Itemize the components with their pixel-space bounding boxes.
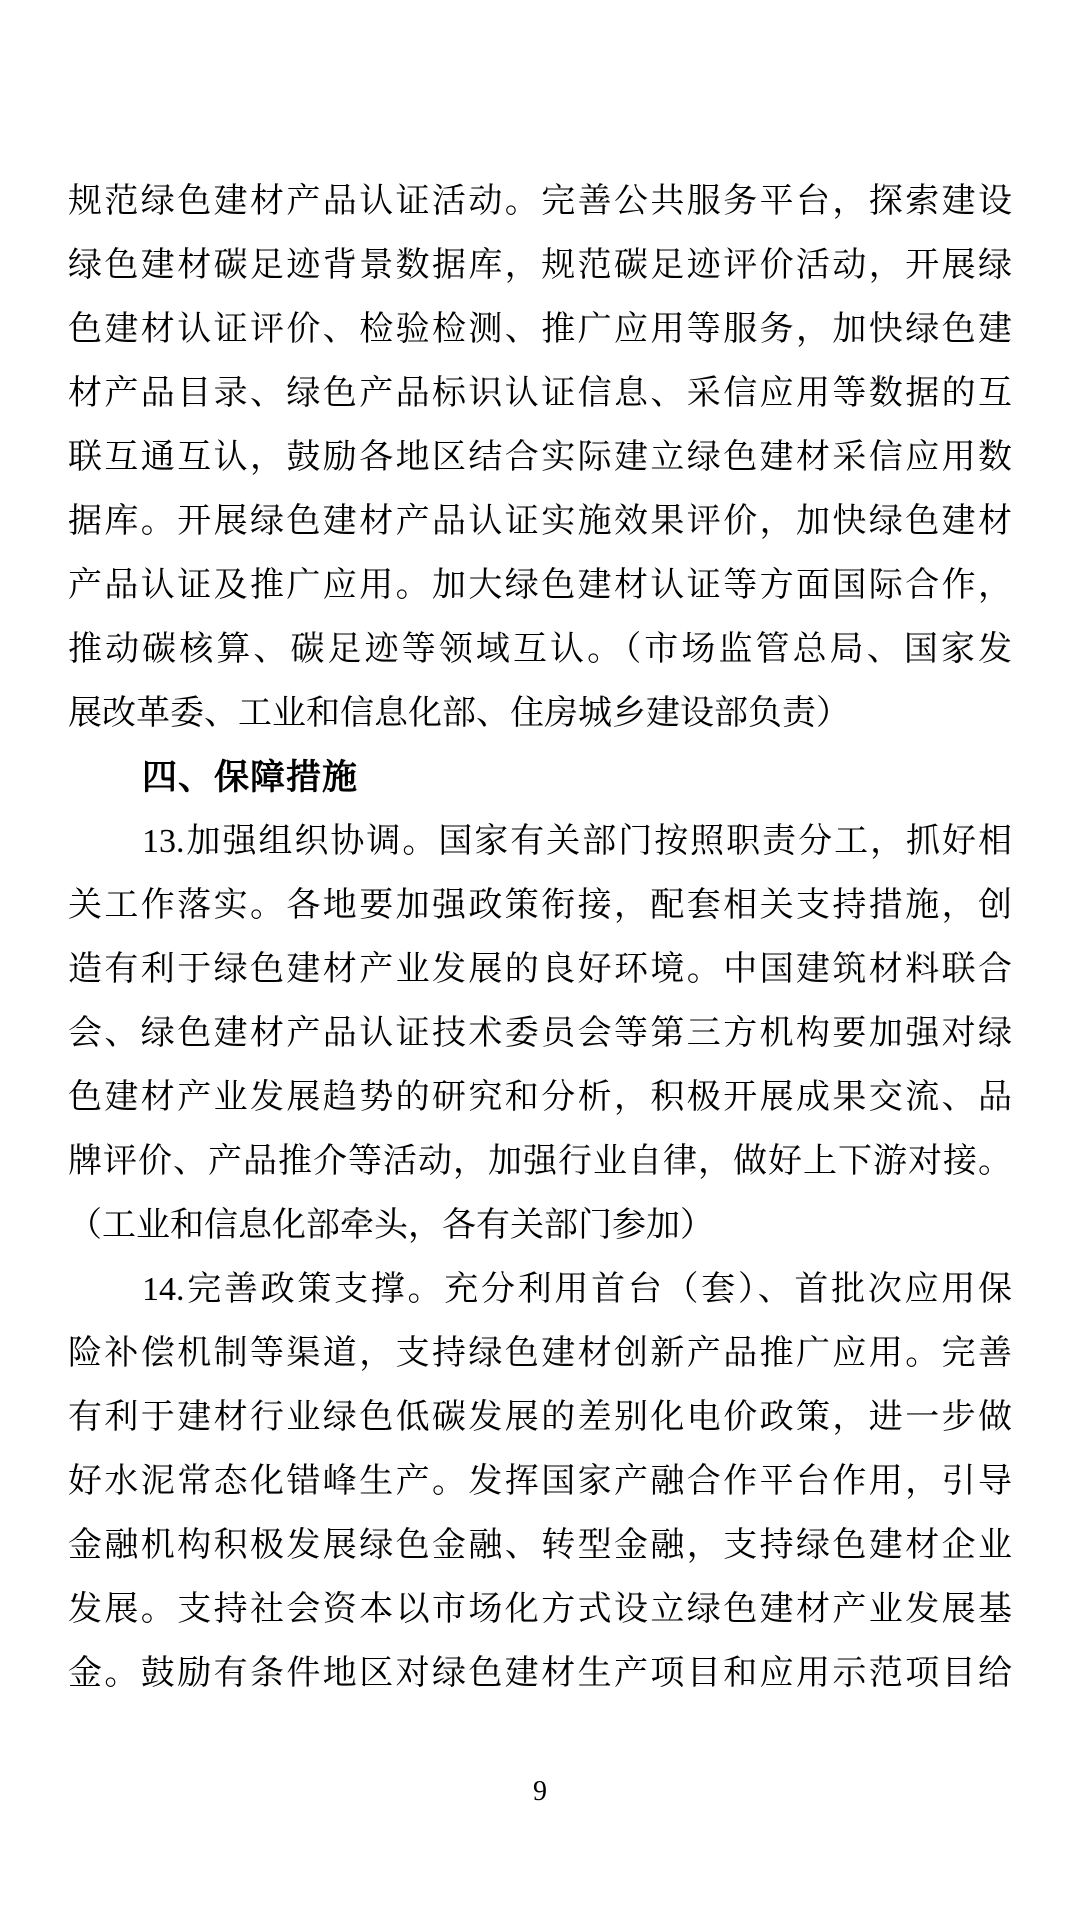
section-heading: 四、保障措施 <box>142 758 359 797</box>
text-line: 有利于建材行业绿色低碳发展的差别化电价政策，进一步做 <box>68 1399 1012 1436</box>
text-line: 联互通互认，鼓励各地区结合实际建立绿色建材采信应用数 <box>68 439 1012 476</box>
text-line: 产品认证及推广应用。加大绿色建材认证等方面国际合作， <box>68 567 1012 604</box>
text-line: 推动碳核算、碳足迹等领域互认。（市场监管总局、国家发 <box>68 631 1012 668</box>
text-line: 牌评价、产品推介等活动，加强行业自律，做好上下游对接。 <box>68 1143 1012 1180</box>
text-line: 金。鼓励有条件地区对绿色建材生产项目和应用示范项目给 <box>68 1655 1012 1692</box>
text-line: 险补偿机制等渠道，支持绿色建材创新产品推广应用。完善 <box>68 1335 1012 1372</box>
text-line: 关工作落实。各地要加强政策衔接，配套相关支持措施，创 <box>68 887 1012 924</box>
text-line: 绿色建材碳足迹背景数据库，规范碳足迹评价活动，开展绿 <box>68 247 1012 284</box>
text-line: 金融机构积极发展绿色金融、转型金融，支持绿色建材企业 <box>68 1527 1012 1564</box>
text-line: （工业和信息化部牵头，各有关部门参加） <box>68 1207 714 1244</box>
text-line: 材产品目录、绿色产品标识认证信息、采信应用等数据的互 <box>68 375 1012 412</box>
page-number: 9 <box>533 1776 547 1807</box>
text-line: 规范绿色建材产品认证活动。完善公共服务平台，探索建设 <box>68 183 1012 220</box>
text-line: 13.加强组织协调。国家有关部门按照职责分工，抓好相 <box>142 823 1012 860</box>
text-line: 展改革委、工业和信息化部、住房城乡建设部负责） <box>68 695 850 732</box>
text-line: 色建材产业发展趋势的研究和分析，积极开展成果交流、品 <box>68 1079 1012 1116</box>
document-text-block <box>68 170 1012 1706</box>
text-line: 会、绿色建材产品认证技术委员会等第三方机构要加强对绿 <box>68 1015 1012 1052</box>
text-line: 色建材认证评价、检验检测、推广应用等服务，加快绿色建 <box>68 311 1012 348</box>
text-line: 据库。开展绿色建材产品认证实施效果评价，加快绿色建材 <box>68 503 1012 540</box>
text-line: 好水泥常态化错峰生产。发挥国家产融合作平台作用，引导 <box>68 1463 1012 1500</box>
text-line: 14.完善政策支撑。充分利用首台（套）、首批次应用保 <box>142 1271 1012 1308</box>
text-line: 发展。支持社会资本以市场化方式设立绿色建材产业发展基 <box>68 1591 1012 1628</box>
text-line: 造有利于绿色建材产业发展的良好环境。中国建筑材料联合 <box>68 951 1012 988</box>
